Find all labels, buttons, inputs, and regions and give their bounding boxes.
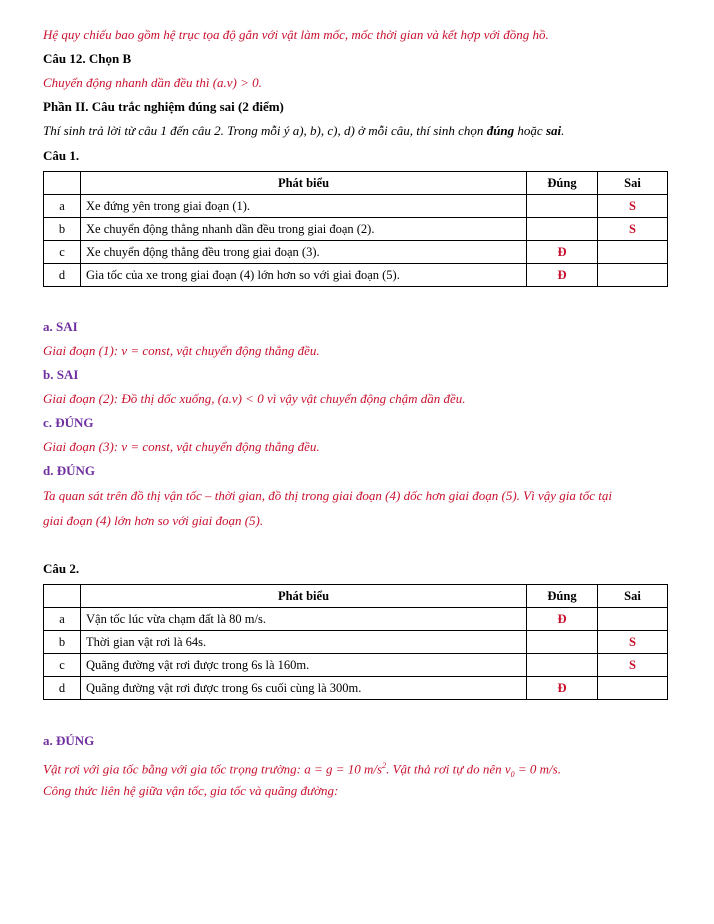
part2-title: Phần II. Câu trắc nghiệm đúng sai (2 điểm) [43, 99, 284, 114]
row-true-mark: Đ [527, 677, 598, 700]
q1-answer-d-explanation-2: giai đoạn (4) lớn hơn so với giai đoạn (5). [43, 513, 264, 528]
row-index: a [44, 195, 81, 218]
row-true-mark: Đ [527, 608, 598, 631]
q1-answer-a-label: a. SAI [43, 319, 78, 334]
table-row [44, 241, 668, 264]
table-row [44, 195, 668, 218]
q2-true-header: Đúng [527, 585, 598, 608]
expl-text: . Vật thả rơi tự do nên v [386, 761, 511, 777]
row-index: c [44, 241, 81, 264]
row-false-mark [598, 677, 668, 700]
q2-answer-a-explanation [43, 757, 561, 784]
q1-title: Câu 1. [43, 148, 80, 163]
row-true-mark: Đ [527, 241, 598, 264]
q1-answer-c-label: c. ĐÚNG [43, 415, 94, 430]
row-statement: Xe chuyển động thẳng đều trong giai đoạn (3). [81, 241, 527, 264]
q2-idx-header [44, 585, 81, 608]
instr-text: hoặc [514, 123, 546, 138]
row-statement: Quãng đường vật rơi được trong 6s là 160m. [81, 654, 527, 677]
table-row [44, 631, 668, 654]
row-statement: Thời gian vật rơi là 64s. [81, 631, 527, 654]
q12-explanation: Chuyển động nhanh dần đều thì (a.v) > 0. [43, 75, 262, 90]
table-row [44, 608, 668, 631]
instr-true-word: đúng [486, 123, 515, 138]
row-false-mark [598, 241, 668, 264]
instr-text: Thí sinh trả lời từ câu 1 đến câu 2. Trong mỗi ý a), b), c), d) ở mỗi câu, thí sinh chọn [43, 123, 487, 138]
table-row [44, 218, 668, 241]
intro-line: Hệ quy chiếu bao gồm hệ trục tọa độ gắn với vật làm mốc, mốc thời gian và kết hợp với đồng hồ. [43, 27, 549, 42]
row-statement: Quãng đường vật rơi được trong 6s cuối cùng là 300m. [81, 677, 527, 700]
row-false-mark [598, 608, 668, 631]
row-index: b [44, 218, 81, 241]
q1-table [43, 171, 668, 287]
q2-statement-header: Phát biểu [81, 585, 527, 608]
row-false-mark [598, 264, 668, 287]
instr-false-word: sai [545, 123, 562, 138]
row-true-mark [527, 654, 598, 677]
q1-idx-header [44, 172, 81, 195]
q2-formula-line: Công thức liên hệ giữa vận tốc, gia tốc và quãng đường: [43, 783, 339, 798]
q1-answer-b-explanation: Giai đoạn (2): Đồ thị dốc xuống, (a.v) < 0 vì vậy vật chuyển động chậm dần đều. [43, 391, 466, 406]
row-true-mark [527, 218, 598, 241]
row-false-mark: S [598, 195, 668, 218]
q2-false-header: Sai [598, 585, 668, 608]
row-statement: Vận tốc lúc vừa chạm đất là 80 m/s. [81, 608, 527, 631]
expl-subscript: 0 [510, 769, 515, 779]
q2-title: Câu 2. [43, 561, 80, 576]
row-statement: Xe đứng yên trong giai đoạn (1). [81, 195, 527, 218]
q1-header-row [44, 172, 668, 195]
row-index: b [44, 631, 81, 654]
expl-text: = 0 m/s. [514, 761, 561, 777]
row-index: d [44, 264, 81, 287]
q1-answer-d-explanation-1: Ta quan sát trên đồ thị vận tốc – thời gian, đồ thị trong giai đoạn (4) dốc hơn giai đoạn (5). Vì vậy gia tốc tại [43, 488, 612, 503]
row-false-mark: S [598, 218, 668, 241]
row-index: c [44, 654, 81, 677]
part2-instructions [43, 122, 564, 140]
q1-answer-c-explanation: Giai đoạn (3): v = const, vật chuyển động thẳng đều. [43, 439, 320, 454]
row-index: d [44, 677, 81, 700]
q2-answer-a-label: a. ĐÚNG [43, 733, 95, 748]
q1-answer-b-label: b. SAI [43, 367, 79, 382]
q1-statement-header: Phát biểu [81, 172, 527, 195]
expl-text: Vật rơi với gia tốc bằng với gia tốc trọng trường: a = g = 10 m/s [43, 761, 383, 777]
q1-false-header: Sai [598, 172, 668, 195]
expl-superscript: 2 [382, 761, 387, 770]
row-true-mark [527, 631, 598, 654]
table-row [44, 264, 668, 287]
row-statement: Gia tốc của xe trong giai đoạn (4) lớn hơn so với giai đoạn (5). [81, 264, 527, 287]
q2-header-row [44, 585, 668, 608]
q1-answer-a-explanation: Giai đoạn (1): v = const, vật chuyển động thẳng đều. [43, 343, 320, 358]
q1-true-header: Đúng [527, 172, 598, 195]
row-true-mark: Đ [527, 264, 598, 287]
row-true-mark [527, 195, 598, 218]
row-false-mark: S [598, 631, 668, 654]
q1-answer-d-label: d. ĐÚNG [43, 463, 96, 478]
row-statement: Xe chuyển động thẳng nhanh dần đều trong giai đoạn (2). [81, 218, 527, 241]
instr-text: . [561, 123, 565, 138]
q12-title: Câu 12. Chọn B [43, 51, 132, 66]
table-row [44, 654, 668, 677]
q2-table [43, 584, 668, 700]
row-index: a [44, 608, 81, 631]
row-false-mark: S [598, 654, 668, 677]
table-row [44, 677, 668, 700]
